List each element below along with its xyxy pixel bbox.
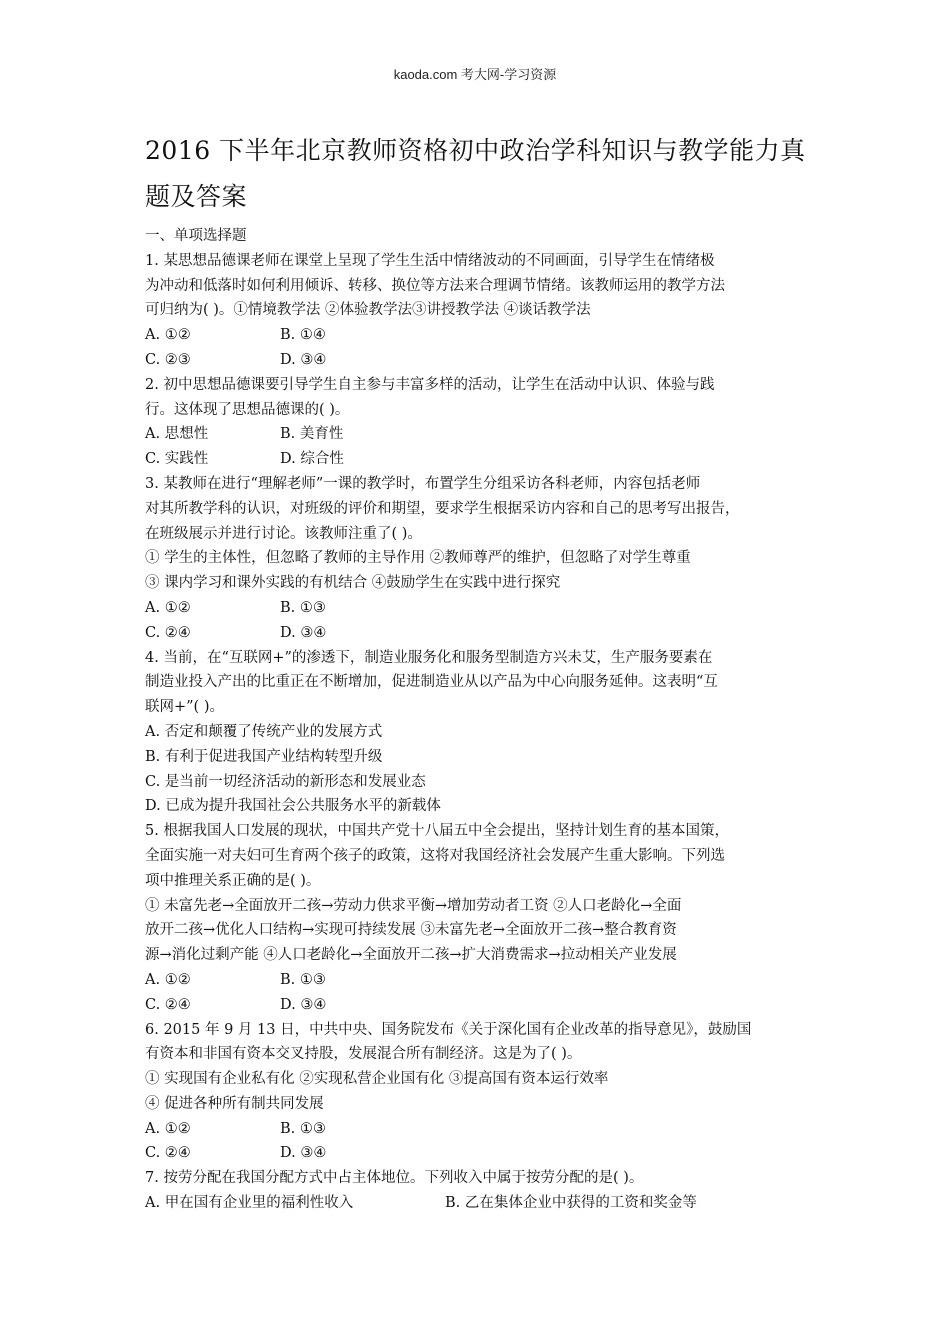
question-text: 1. 某思想品德课老师在课堂上呈现了学生生活中情绪波动的不同画面，引导学生在情绪极 <box>145 252 715 269</box>
option-b: B. ①③ <box>280 971 326 988</box>
question-7 <box>145 1166 825 1216</box>
document-title <box>145 128 825 220</box>
question-text: 可归纳为( )。①情境教学法 ②体验教学法③讲授教学法 ④谈话教学法 <box>145 302 591 319</box>
question-text: 为冲动和低落时如何利用倾诉、转移、换位等方法来合理调节情绪。该教师运用的教学方法 <box>145 277 725 294</box>
option-a: A. ①② <box>145 599 191 616</box>
option-c: C. ②④ <box>145 996 191 1013</box>
option-a: A. 否定和颠覆了传统产业的发展方式 <box>145 723 383 740</box>
option-a: A. ①② <box>145 971 191 988</box>
question-4 <box>145 646 825 820</box>
question-statement: 源→消化过剩产能 ④人口老龄化→全面放开二孩→扩大消费需求→拉动相关产业发展 <box>145 947 677 964</box>
question-2 <box>145 373 825 472</box>
question-text: 7. 按劳分配在我国分配方式中占主体地位。下列收入中属于按劳分配的是( )。 <box>145 1170 644 1187</box>
question-text: 5. 根据我国人口发展的现状，中国共产党十八届五中全会提出，坚持计划生育的基本国策， <box>145 823 729 840</box>
option-a: A. 甲在国有企业里的福利性收入 <box>145 1195 354 1212</box>
option-b: B. ①③ <box>280 599 326 616</box>
question-3 <box>145 472 825 646</box>
option-d: D. 综合性 <box>280 451 344 468</box>
question-text: 3. 某教师在进行“理解老师”一课的教学时，布置学生分组采访各科老师，内容包括老师 <box>145 475 701 492</box>
title-line-2: 题及答案 <box>145 182 248 211</box>
question-text: 行。这体现了思想品德课的( )。 <box>145 401 350 418</box>
page-header: kaoda.com 考大网-学习资源 <box>393 67 557 82</box>
question-statement: ① 实现国有企业私有化 ②实现私营企业国有化 ③提高国有资本运行效率 <box>145 1071 609 1088</box>
option-a: A. 思想性 <box>145 426 209 443</box>
question-1 <box>145 249 825 373</box>
option-c: C. ②④ <box>145 1145 191 1162</box>
question-text: 联网+”( )。 <box>145 699 224 716</box>
question-5 <box>145 819 825 1017</box>
option-c: C. ②③ <box>145 351 191 368</box>
question-statement: ① 学生的主体性，但忽略了教师的主导作用 ②教师尊严的维护，但忽略了对学生尊重 <box>145 550 691 567</box>
option-b: B. 有利于促进我国产业结构转型升级 <box>145 748 383 765</box>
option-b: B. ①③ <box>280 1120 326 1137</box>
option-d: D. ③④ <box>280 996 327 1013</box>
option-a: A. ①② <box>145 327 191 344</box>
option-b: B. 乙在集体企业中获得的工资和奖金等 <box>445 1195 697 1212</box>
option-d: D. ③④ <box>280 1145 327 1162</box>
option-b: B. ①④ <box>280 327 326 344</box>
option-b: B. 美育性 <box>280 426 344 443</box>
option-d: D. ③④ <box>280 624 327 641</box>
question-text: 全面实施一对夫妇可生育两个孩子的政策，这将对我国经济社会发展产生重大影响。下列选 <box>145 847 725 864</box>
question-6 <box>145 1018 825 1167</box>
question-text: 6. 2015 年 9 月 13 日，中共中央、国务院发布《关于深化国有企业改革的指导意见》，鼓励国 <box>145 1021 752 1038</box>
option-d: D. ③④ <box>280 351 327 368</box>
question-statement: ③ 课内学习和课外实践的有机结合 ④鼓励学生在实践中进行探究 <box>145 575 561 592</box>
question-text: 2. 初中思想品德课要引导学生自主参与丰富多样的活动，让学生在活动中认识、体验与践 <box>145 376 715 393</box>
option-c: C. ②④ <box>145 624 191 641</box>
question-statement: ④ 促进各种所有制共同发展 <box>145 1095 324 1112</box>
option-c: C. 是当前一切经济活动的新形态和发展业态 <box>145 773 426 790</box>
option-d: D. 已成为提升我国社会公共服务水平的新载体 <box>145 798 441 815</box>
question-text: 制造业投入产出的比重正在不断增加，促进制造业从以产品为中心向服务延伸。这表明“互 <box>145 674 718 691</box>
question-statement: ① 未富先老→全面放开二孩→劳动力供求平衡→增加劳动者工资 ②人口老龄化→全面 <box>145 897 682 914</box>
title-line-1: 2016 下半年北京教师资格初中政治学科知识与教学能力真 <box>145 136 806 165</box>
question-statement: 放开二孩→优化人口结构→实现可持续发展 ③未富先老→全面放开二孩→整合教育资 <box>145 922 677 939</box>
question-text: 4. 当前，在“互联网+”的渗透下，制造业服务化和服务型制造方兴未艾，生产服务要素在 <box>145 649 713 666</box>
option-c: C. 实践性 <box>145 451 209 468</box>
question-text: 对其所教学科的认识，对班级的评价和期望，要求学生根据采访内容和自己的思考写出报告， <box>145 500 740 517</box>
option-a: A. ①② <box>145 1120 191 1137</box>
question-text: 项中推理关系正确的是( )。 <box>145 872 321 889</box>
question-text: 在班级展示并进行讨论。该教师注重了( )。 <box>145 525 422 542</box>
document-body <box>145 224 825 1216</box>
section-heading: 一、单项选择题 <box>145 228 247 244</box>
question-text: 有资本和非国有资本交叉持股，发展混合所有制经济。这是为了( )。 <box>145 1046 582 1063</box>
